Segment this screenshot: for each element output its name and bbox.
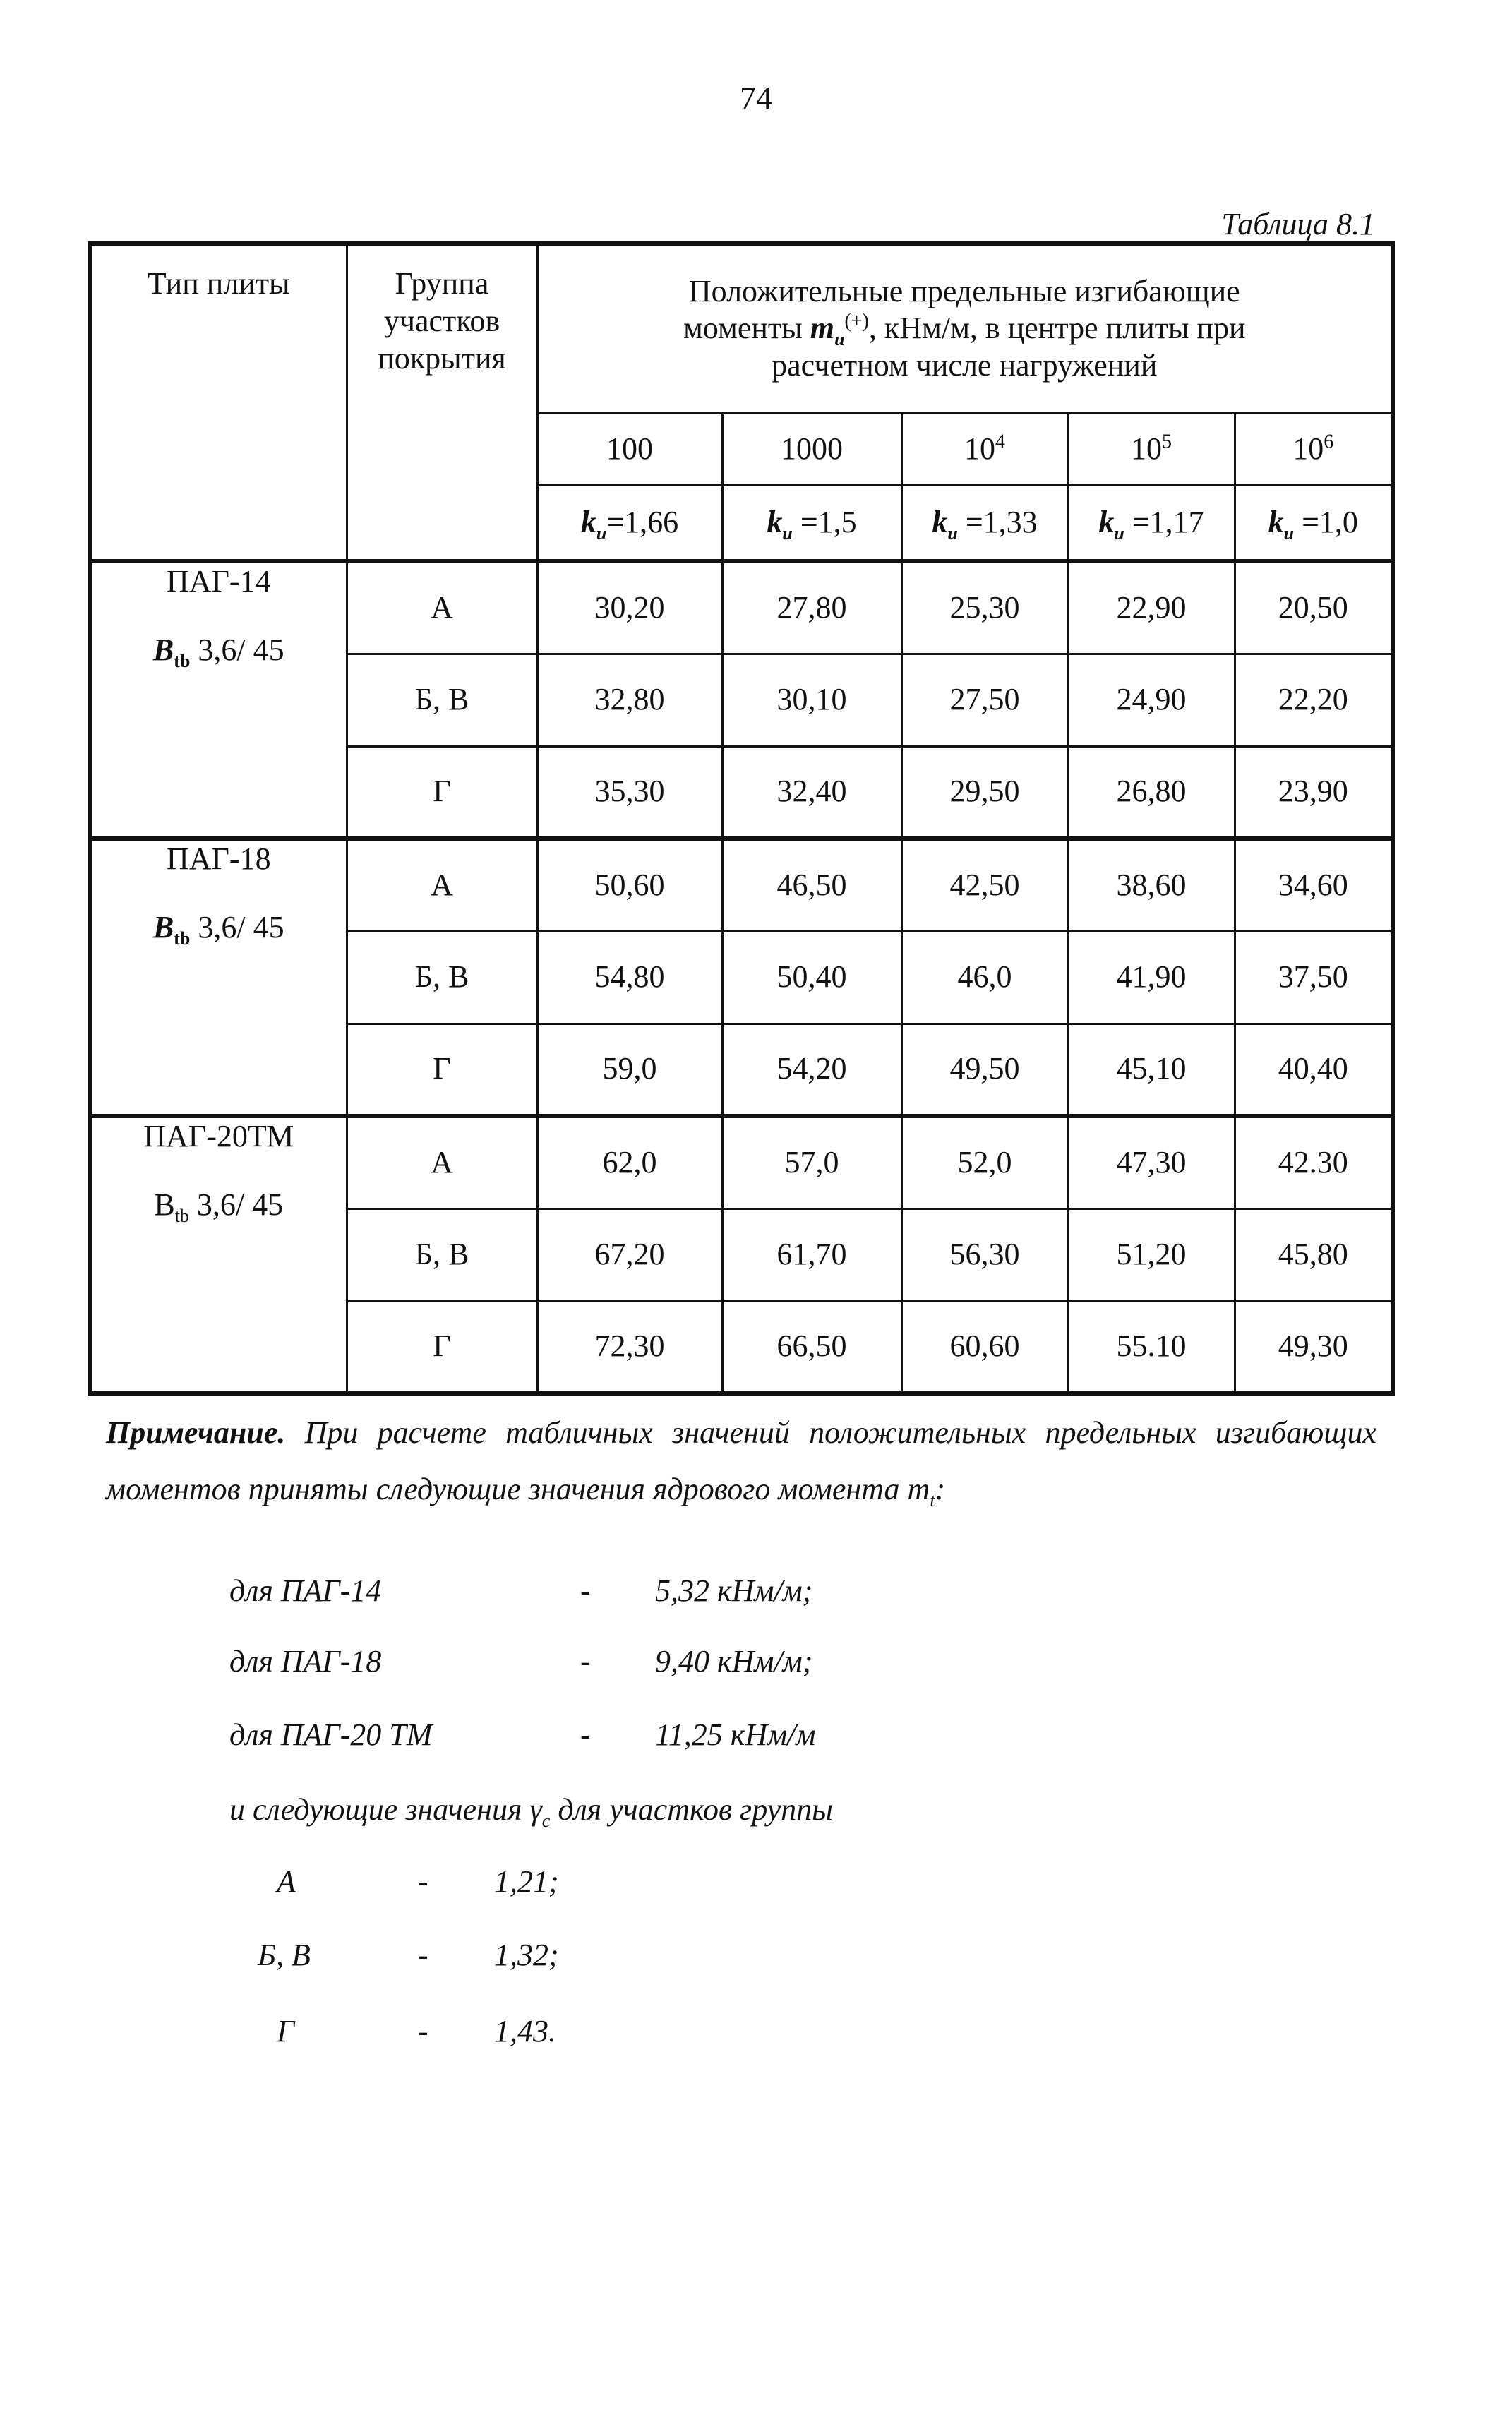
value-cell: 40,40 [1235, 1024, 1393, 1116]
table-row [90, 839, 1393, 931]
value-cell: 32,80 [537, 654, 722, 746]
plate-cell [90, 561, 347, 839]
header-moments-line3: расчетном числе нагружений [772, 348, 1158, 383]
value-cell: 50,40 [722, 931, 901, 1024]
value-cell: 62,0 [537, 1116, 722, 1208]
value-cell: 32,40 [722, 746, 901, 839]
moment-symbol-sub: u [834, 329, 845, 350]
moment-plate-18: для ПАГ-18 [229, 1644, 382, 1679]
value-cell: 23,90 [1235, 746, 1393, 839]
value-cell: 41,90 [1068, 931, 1235, 1024]
plate-class: $B_{tb}$ 3,6/ 45 [152, 632, 284, 671]
plate-name: ПАГ-14 [166, 564, 271, 599]
value-cell: 45,10 [1068, 1024, 1235, 1116]
moment-dash: - [580, 1717, 591, 1752]
value-cell: 20,50 [1235, 561, 1393, 654]
moment-value-20tm: 11,25 кНм/м [655, 1717, 816, 1752]
value-cell: 42.30 [1235, 1116, 1393, 1208]
table-caption: Таблица 8.1 [1221, 207, 1375, 241]
value-cell: 52,0 [901, 1116, 1068, 1208]
k-coefficient: $k_u =1,0$ [1235, 485, 1393, 561]
moment-dash: - [580, 1644, 591, 1679]
table-row [90, 1116, 1393, 1208]
value-cell: 37,50 [1235, 931, 1393, 1024]
header-plate-type: Тип плиты [90, 244, 347, 561]
value-cell: 49,30 [1235, 1301, 1393, 1393]
gamma-dash: - [418, 1864, 428, 1899]
plate-name: ПАГ-20ТМ [143, 1119, 294, 1153]
gamma-symbol: γ [529, 1792, 542, 1827]
value-cell: 29,50 [901, 746, 1068, 839]
value-cell: 42,50 [901, 839, 1068, 931]
group-cell: А [347, 1116, 537, 1208]
value-cell: 22,20 [1235, 654, 1393, 746]
k-coefficient: $k_u =1,33$ [901, 485, 1068, 561]
group-cell: Г [347, 1024, 537, 1116]
value-cell: 54,20 [722, 1024, 901, 1116]
value-cell: 26,80 [1068, 746, 1235, 839]
value-cell: 67,20 [537, 1208, 722, 1301]
note-paragraph: Примечание. При расчете табличных значений положительных предельных изгибающих моментов приняты следующие значения ядрового момента $m_t$: [106, 1415, 1376, 1511]
moment-value-18: 9,40 кНм/м; [655, 1644, 813, 1679]
moment-plate-14: для ПАГ-14 [229, 1573, 382, 1608]
value-cell: 30,20 [537, 561, 722, 654]
gamma-dash: - [418, 1938, 428, 1972]
moment-plate-20tm: для ПАГ-20 ТМ [229, 1717, 433, 1752]
value-cell: 30,10 [722, 654, 901, 746]
value-cell: 61,70 [722, 1208, 901, 1301]
gamma-value: 1,32; [494, 1938, 559, 1972]
load-count-1e6: $10^6$ [1235, 413, 1393, 485]
plate-class: $B_{tb}$ 3,6/ 45 [154, 1187, 284, 1226]
header-moments-line2a: моменты [683, 311, 803, 346]
value-cell: 22,90 [1068, 561, 1235, 654]
gamma-group: А [277, 1864, 296, 1899]
load-count-1000: 1000 [722, 413, 901, 485]
header-moments [537, 244, 1393, 413]
load-count-1e4: $10^4$ [901, 413, 1068, 485]
header-moments-line2b: , кНм/м, в центре плиты при [868, 311, 1246, 346]
plate-name: ПАГ-18 [166, 841, 271, 876]
value-cell: 66,50 [722, 1301, 901, 1393]
table-row [90, 561, 1393, 654]
value-cell: 46,0 [901, 931, 1068, 1024]
plate-class: $B_{tb}$ 3,6/ 45 [152, 909, 284, 949]
load-count-100: 100 [537, 413, 722, 485]
group-cell: Г [347, 1301, 537, 1393]
group-cell: Г [347, 746, 537, 839]
value-cell: 24,90 [1068, 654, 1235, 746]
value-cell: 54,80 [537, 931, 722, 1024]
value-cell: 25,30 [901, 561, 1068, 654]
value-cell: 27,50 [901, 654, 1068, 746]
group-cell: А [347, 839, 537, 931]
moments-table [88, 241, 1395, 1396]
table-container [88, 241, 1391, 1395]
value-cell: 72,30 [537, 1301, 722, 1393]
gamma-dash: - [418, 2014, 428, 2048]
plate-cell [90, 1116, 347, 1393]
page-number: 74 [740, 80, 772, 116]
value-cell: 34,60 [1235, 839, 1393, 931]
gamma-intro: и следующие значения $\gamma_c$ для участков группы [229, 1792, 833, 1831]
plate-cell [90, 839, 347, 1116]
value-cell: 46,50 [722, 839, 901, 931]
value-cell: 57,0 [722, 1116, 901, 1208]
gamma-group: Б, В [258, 1938, 311, 1972]
k-coefficient: $k_u =1,5$ [722, 485, 901, 561]
value-cell: 60,60 [901, 1301, 1068, 1393]
value-cell: 47,30 [1068, 1116, 1235, 1208]
header-moments-line1: Положительные предельные изгибающие [688, 273, 1240, 308]
value-cell: 27,80 [722, 561, 901, 654]
value-cell: 56,30 [901, 1208, 1068, 1301]
value-cell: 38,60 [1068, 839, 1235, 931]
value-cell: 50,60 [537, 839, 722, 931]
moment-symbol-sup: (+) [844, 310, 869, 332]
moment-dash: - [580, 1573, 591, 1608]
k-coefficient: $k_u=1,66$ [537, 485, 722, 561]
gamma-group: Г [277, 2014, 295, 2048]
value-cell: 35,30 [537, 746, 722, 839]
value-cell: 45,80 [1235, 1208, 1393, 1301]
note-text: При расчете табличных значений положительных предельных изгибающих моментов приняты следующие значения ядрового момента m [106, 1415, 1376, 1506]
header-group: Группа участков покрытия [347, 244, 537, 561]
gamma-value: 1,43. [494, 2014, 556, 2048]
group-cell: А [347, 561, 537, 654]
moment-symbol: m [810, 311, 834, 346]
load-count-1e5: $10^5$ [1068, 413, 1235, 485]
group-cell: Б, В [347, 931, 537, 1024]
group-cell: Б, В [347, 654, 537, 746]
value-cell: 55.10 [1068, 1301, 1235, 1393]
value-cell: 49,50 [901, 1024, 1068, 1116]
value-cell: 59,0 [537, 1024, 722, 1116]
k-coefficient: $k_u =1,17$ [1068, 485, 1235, 561]
note-label: Примечание. [106, 1415, 286, 1450]
group-cell: Б, В [347, 1208, 537, 1301]
gamma-value: 1,21; [494, 1864, 559, 1899]
moment-value-14: 5,32 кНм/м; [655, 1573, 813, 1608]
value-cell: 51,20 [1068, 1208, 1235, 1301]
